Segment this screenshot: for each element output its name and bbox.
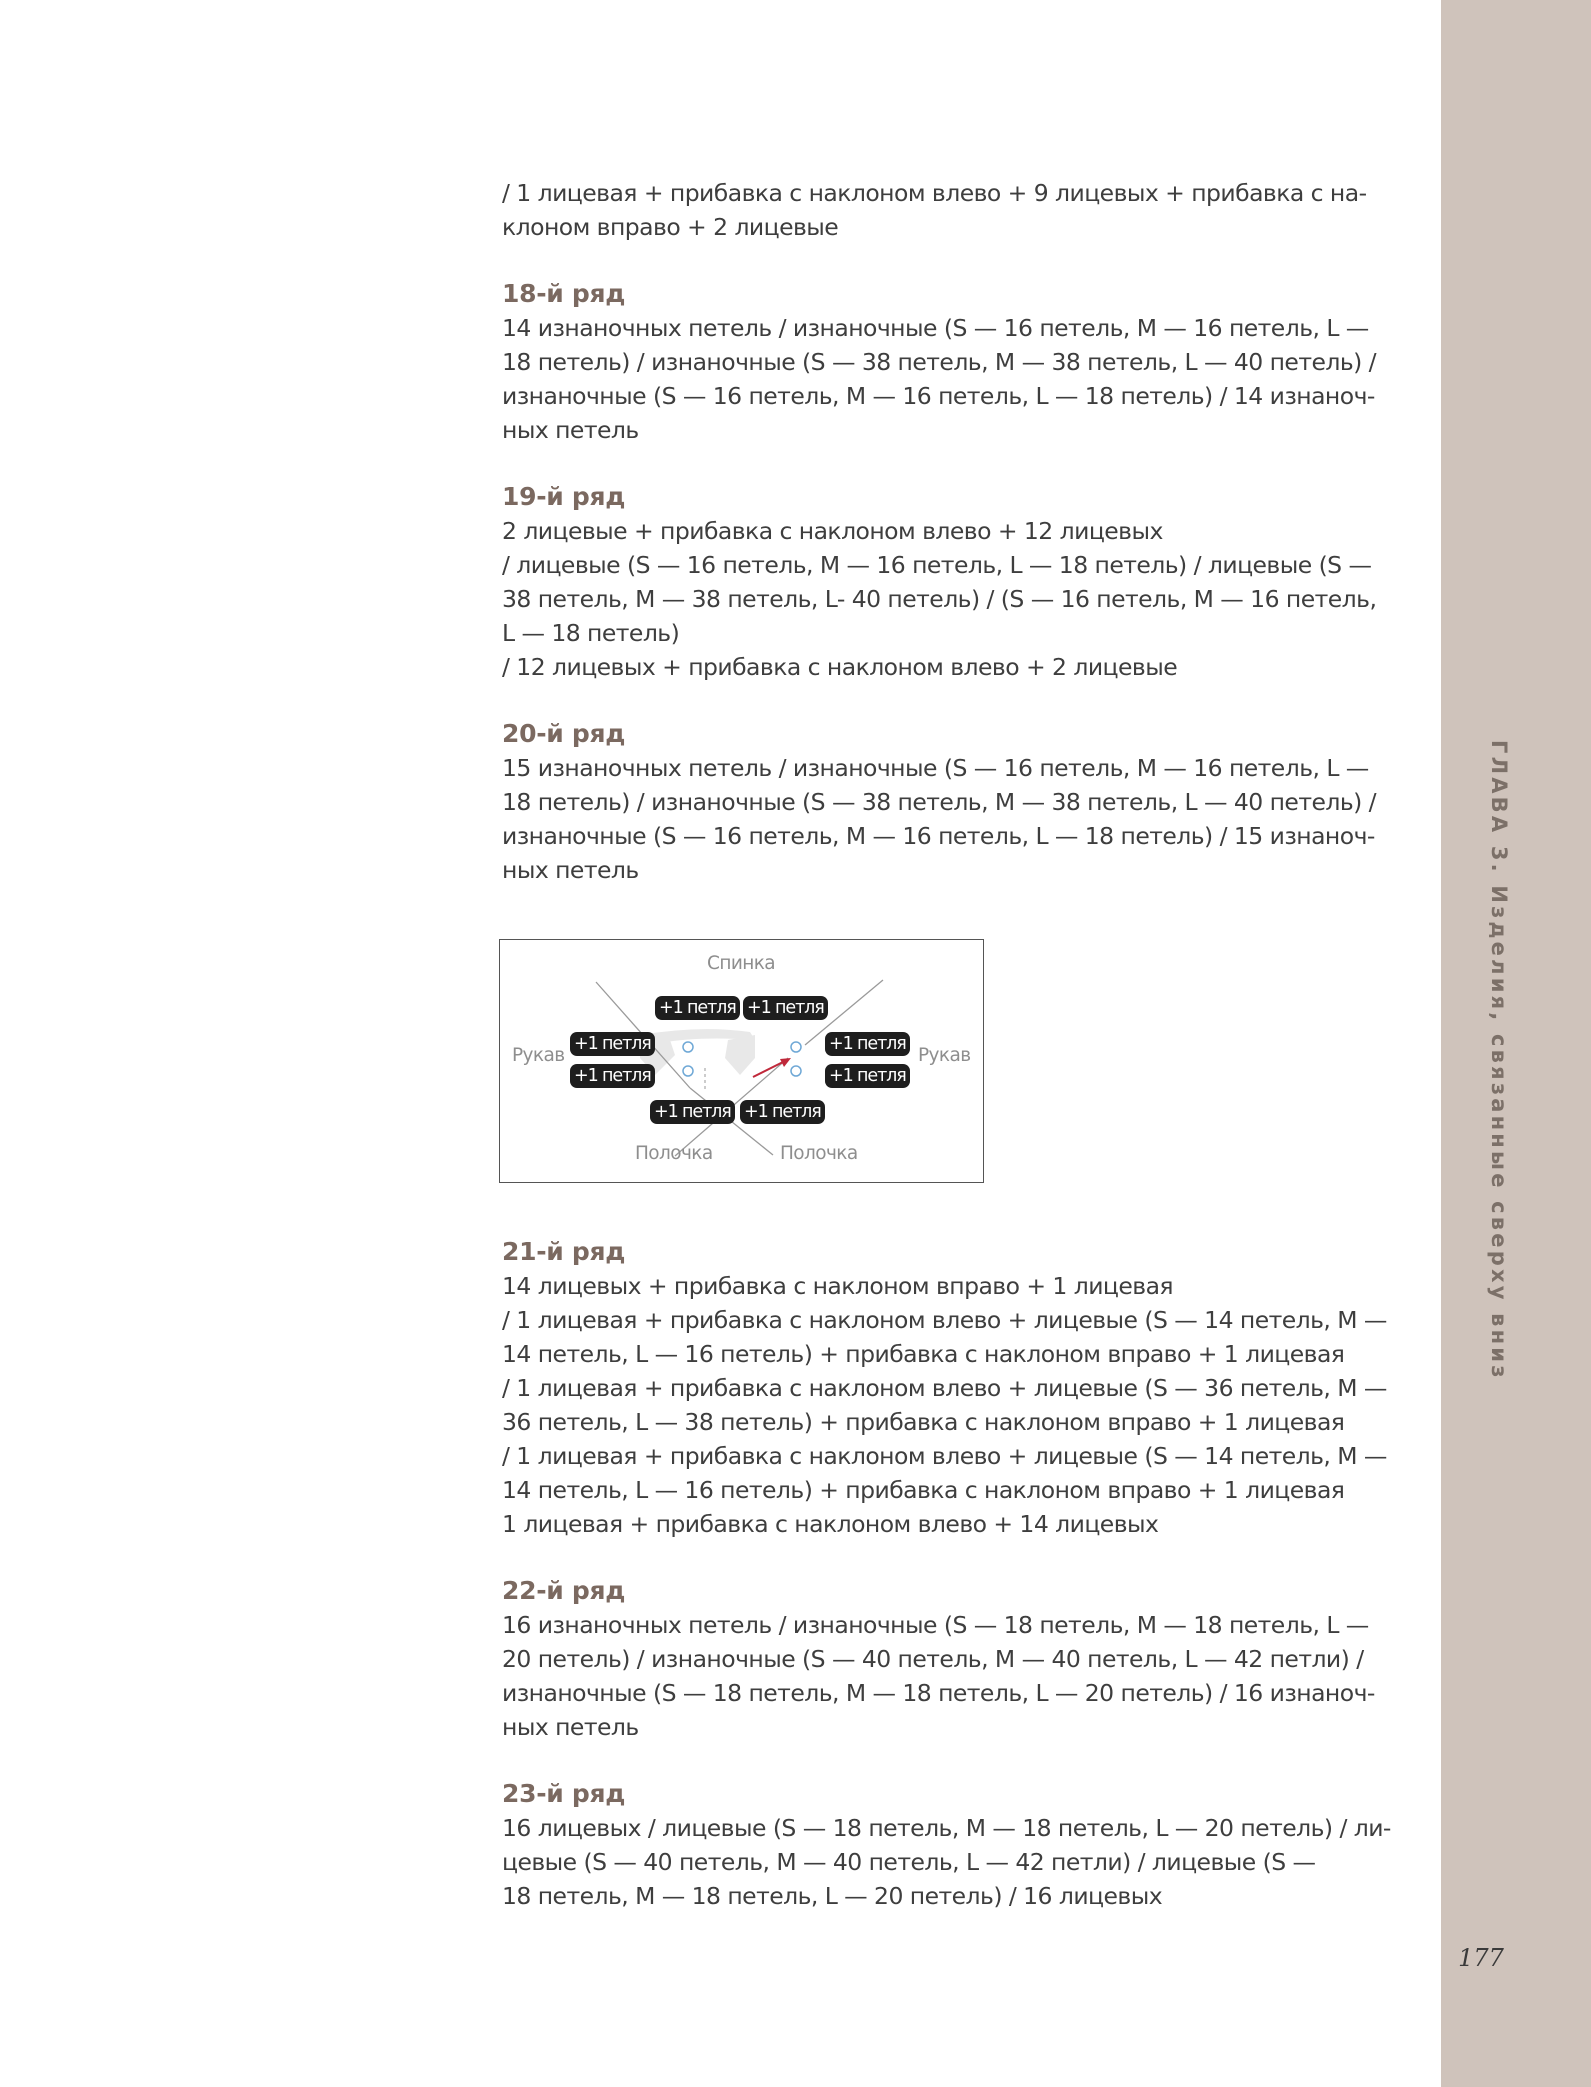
increase-badge: +1 петля: [655, 996, 740, 1020]
text-line: ных петель: [502, 1713, 639, 1741]
row-heading: 19-й ряд: [502, 482, 626, 511]
stitch-marker-icon: [683, 1042, 693, 1052]
text-line: 18 петель, M — 18 петель, L — 20 петель) / 16 лицевых: [502, 1882, 1163, 1910]
text-line: 14 изнаночных петель / изнаночные (S — 16 петель, M — 16 петель, L —: [502, 314, 1369, 342]
row-heading: 21-й ряд: [502, 1237, 626, 1266]
sleeve-right-label: Рукав: [918, 1045, 971, 1066]
neck-right-shape: [725, 1035, 755, 1075]
text-line: 2 лицевые + прибавка с наклоном влево + 12 лицевых: [502, 517, 1163, 545]
text-line: 16 изнаночных петель / изнаночные (S — 18 петель, M — 18 петель, L —: [502, 1611, 1369, 1639]
row-section-22: [502, 1574, 1402, 1744]
text-line: изнаночные (S — 16 петель, M — 16 петель, L — 18 петель) / 14 изнаноч-: [502, 382, 1375, 410]
text-line: ных петель: [502, 416, 639, 444]
chapter-title: ГЛАВА 3. Изделия, связанные сверху вниз: [1487, 740, 1511, 1381]
increase-badge: +1 петля: [825, 1064, 910, 1088]
row-instructions: [502, 311, 1402, 447]
page-number: 177: [1458, 1944, 1504, 1972]
text-line: 18 петель) / изнаночные (S — 38 петель, M — 38 петель, L — 40 петель) /: [502, 348, 1377, 376]
increase-badge: +1 петля: [740, 1100, 825, 1124]
increase-badge: +1 петля: [570, 1032, 655, 1056]
row-section-19: [502, 480, 1402, 684]
row-section-18: [502, 277, 1402, 447]
text-line: / 1 лицевая + прибавка с наклоном влево + лицевые (S — 14 петель, M —: [502, 1442, 1387, 1470]
stitch-marker-icon: [683, 1066, 693, 1076]
text-line: клоном вправо + 2 лицевые: [502, 213, 839, 241]
increase-badge: +1 петля: [825, 1032, 910, 1056]
row-heading: 20-й ряд: [502, 719, 626, 748]
text-line: 14 лицевых + прибавка с наклоном вправо + 1 лицевая: [502, 1272, 1174, 1300]
text-line: 36 петель, L — 38 петель) + прибавка с наклоном вправо + 1 лицевая: [502, 1408, 1345, 1436]
row-instructions: [502, 1608, 1402, 1744]
increase-badge: +1 петля: [650, 1100, 735, 1124]
text-line: / 1 лицевая + прибавка с наклоном влево + лицевые (S — 14 петель, M —: [502, 1306, 1387, 1334]
row-section-23: [502, 1777, 1402, 1913]
stitch-marker-icon: [791, 1042, 801, 1052]
back-label: Спинка: [707, 953, 776, 974]
front-left-label: Полочка: [635, 1143, 713, 1164]
row-instructions: [502, 514, 1402, 684]
raglan-increase-diagram: [499, 939, 984, 1183]
row-heading: 23-й ряд: [502, 1779, 626, 1808]
text-line: изнаночные (S — 16 петель, M — 16 петель, L — 18 петель) / 15 изнаноч-: [502, 822, 1375, 850]
increase-badge: +1 петля: [743, 996, 828, 1020]
text-line: 1 лицевая + прибавка с наклоном влево + 14 лицевых: [502, 1510, 1159, 1538]
stitch-marker-icon: [791, 1066, 801, 1076]
text-line: 15 изнаночных петель / изнаночные (S — 16 петель, M — 16 петель, L —: [502, 754, 1369, 782]
text-line: / 1 лицевая + прибавка с наклоном влево + 9 лицевых + прибавка с на-: [502, 179, 1367, 207]
row-heading: 22-й ряд: [502, 1576, 626, 1605]
row-section-21: [502, 1235, 1402, 1541]
text-line: 14 петель, L — 16 петель) + прибавка с наклоном вправо + 1 лицевая: [502, 1340, 1345, 1368]
row-instructions: [502, 1811, 1402, 1913]
text-line: изнаночные (S — 18 петель, M — 18 петель, L — 20 петель) / 16 изнаноч-: [502, 1679, 1375, 1707]
row-heading: 18-й ряд: [502, 279, 626, 308]
diagram-drawing: [500, 940, 983, 1182]
row-instructions: [502, 751, 1402, 887]
intro-paragraph: [502, 176, 1402, 244]
row-section-20: [502, 717, 1402, 887]
text-line: цевые (S — 40 петель, M — 40 петель, L — 42 петли) / лицевые (S —: [502, 1848, 1316, 1876]
chapter-sidebar: [1441, 0, 1591, 2087]
page-content: [502, 176, 1402, 1913]
sleeve-left-label: Рукав: [512, 1045, 565, 1066]
text-line: L — 18 петель): [502, 619, 680, 647]
text-line: / 12 лицевых + прибавка с наклоном влево + 2 лицевые: [502, 653, 1178, 681]
text-line: 16 лицевых / лицевые (S — 18 петель, M — 18 петель, L — 20 петель) / ли-: [502, 1814, 1391, 1842]
text-line: 20 петель) / изнаночные (S — 40 петель, M — 40 петель, L — 42 петли) /: [502, 1645, 1364, 1673]
text-line: / 1 лицевая + прибавка с наклоном влево + лицевые (S — 36 петель, M —: [502, 1374, 1387, 1402]
text-line: ных петель: [502, 856, 639, 884]
increase-badge: +1 петля: [570, 1064, 655, 1088]
text-line: 38 петель, M — 38 петель, L- 40 петель) / (S — 16 петель, M — 16 петель,: [502, 585, 1377, 613]
row-instructions: [502, 1269, 1402, 1541]
front-right-label: Полочка: [780, 1143, 858, 1164]
text-line: 18 петель) / изнаночные (S — 38 петель, M — 38 петель, L — 40 петель) /: [502, 788, 1377, 816]
text-line: / лицевые (S — 16 петель, M — 16 петель, L — 18 петель) / лицевые (S —: [502, 551, 1372, 579]
text-line: 14 петель, L — 16 петель) + прибавка с наклоном вправо + 1 лицевая: [502, 1476, 1345, 1504]
